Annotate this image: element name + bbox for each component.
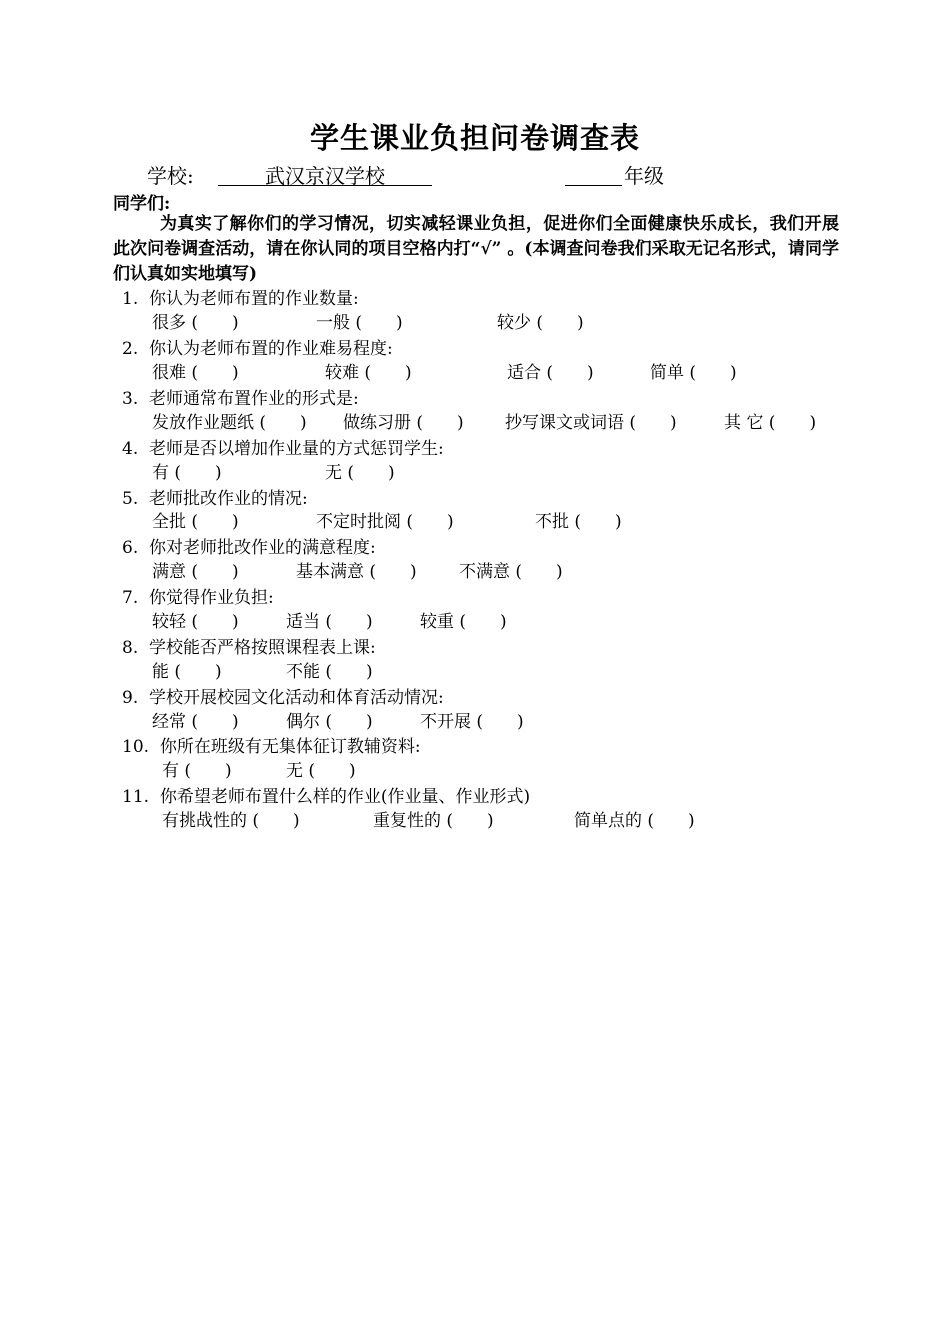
question-text: 你希望老师布置什么样的作业(作业量、作业形式) xyxy=(159,787,531,807)
question-text: 老师是否以增加作业量的方式惩罚学生: xyxy=(149,439,444,459)
q3-option-4[interactable]: 其 它 ( ) xyxy=(724,413,817,433)
question-text: 你觉得作业负担: xyxy=(149,588,274,608)
school-value: 武汉京汉学校 xyxy=(265,164,385,188)
q6-option-2[interactable]: 基本满意 ( ) xyxy=(296,562,417,582)
question-5 xyxy=(122,488,308,510)
q11-option-1[interactable]: 有挑战性的 ( ) xyxy=(162,811,300,831)
q7-option-2[interactable]: 适当 ( ) xyxy=(286,612,373,632)
q9-option-2[interactable]: 偶尔 ( ) xyxy=(286,712,373,732)
q3-option-2[interactable]: 做练习册 ( ) xyxy=(343,413,464,433)
q2-option-3[interactable]: 适合 ( ) xyxy=(507,363,594,383)
q6-option-3[interactable]: 不满意 ( ) xyxy=(459,562,563,582)
intro-paragraph: 为真实了解你们的学习情况，切实减轻课业负担，促进你们全面健康快乐成长，我们开展此次问卷调查活动，请在你认同的项目空格内打“√” 。(本调查问卷我们采取无记名形式，请同学们认真如实地填写) xyxy=(113,214,839,284)
question-text: 老师批改作业的情况: xyxy=(149,489,308,509)
q1-option-3[interactable]: 较少 ( ) xyxy=(497,313,584,333)
q6-option-1[interactable]: 满意 ( ) xyxy=(152,562,239,582)
question-number: 8. xyxy=(122,638,139,658)
question-text: 老师通常布置作业的形式是: xyxy=(149,389,359,409)
question-number: 2. xyxy=(122,339,139,359)
question-number: 7. xyxy=(122,588,139,608)
q3-option-3[interactable]: 抄写课文或词语 ( ) xyxy=(505,413,677,433)
question-number: 4. xyxy=(122,439,139,459)
school-field[interactable] xyxy=(218,160,432,186)
question-number: 10. xyxy=(122,737,150,757)
q9-option-3[interactable]: 不开展 ( ) xyxy=(420,712,524,732)
q5-option-3[interactable]: 不批 ( ) xyxy=(535,512,622,532)
question-8 xyxy=(122,637,376,659)
q5-option-2[interactable]: 不定时批阅 ( ) xyxy=(316,512,454,532)
question-text: 你对老师批改作业的满意程度: xyxy=(149,538,376,558)
q5-option-1[interactable]: 全批 ( ) xyxy=(152,512,239,532)
q2-option-1[interactable]: 很难 ( ) xyxy=(152,363,239,383)
question-text: 你认为老师布置的作业难易程度: xyxy=(149,339,393,359)
q7-option-3[interactable]: 较重 ( ) xyxy=(420,612,507,632)
q2-option-4[interactable]: 简单 ( ) xyxy=(650,363,737,383)
grade-label: 年级 xyxy=(624,164,664,188)
question-9 xyxy=(122,687,444,709)
q3-option-1[interactable]: 发放作业题纸 ( ) xyxy=(152,413,307,433)
question-text: 你所在班级有无集体征订教辅资料: xyxy=(159,737,421,757)
question-number: 5. xyxy=(122,489,139,509)
question-number: 3. xyxy=(122,389,139,409)
q8-option-1[interactable]: 能 ( ) xyxy=(152,662,222,682)
q1-option-2[interactable]: 一般 ( ) xyxy=(316,313,403,333)
greeting: 同学们: xyxy=(113,194,171,214)
question-number: 1. xyxy=(122,289,139,309)
page-title: 学生课业负担问卷调查表 xyxy=(309,121,640,155)
q1-option-1[interactable]: 很多 ( ) xyxy=(152,313,239,333)
question-11 xyxy=(122,786,530,808)
school-label: 学校: xyxy=(147,164,194,188)
question-1 xyxy=(122,288,359,310)
question-number: 9. xyxy=(122,688,139,708)
q7-option-1[interactable]: 较轻 ( ) xyxy=(152,612,239,632)
q11-option-3[interactable]: 简单点的 ( ) xyxy=(574,811,695,831)
q10-option-1[interactable]: 有 ( ) xyxy=(162,761,232,781)
q8-option-2[interactable]: 不能 ( ) xyxy=(286,662,373,682)
question-2 xyxy=(122,338,393,360)
question-text: 学校能否严格按照课程表上课: xyxy=(149,638,376,658)
grade-field[interactable] xyxy=(565,160,622,186)
q4-option-1[interactable]: 有 ( ) xyxy=(152,463,222,483)
question-text: 你认为老师布置的作业数量: xyxy=(149,289,359,309)
question-4 xyxy=(122,438,444,460)
question-number: 6. xyxy=(122,538,139,558)
q10-option-2[interactable]: 无 ( ) xyxy=(286,761,356,781)
question-7 xyxy=(122,587,274,609)
q2-option-2[interactable]: 较难 ( ) xyxy=(325,363,412,383)
question-3 xyxy=(122,388,359,410)
q4-option-2[interactable]: 无 ( ) xyxy=(325,463,395,483)
q11-option-2[interactable]: 重复性的 ( ) xyxy=(373,811,494,831)
question-number: 11. xyxy=(122,787,150,807)
question-text: 学校开展校园文化活动和体育活动情况: xyxy=(149,688,444,708)
question-10 xyxy=(122,736,421,758)
question-6 xyxy=(122,537,376,559)
q9-option-1[interactable]: 经常 ( ) xyxy=(152,712,239,732)
